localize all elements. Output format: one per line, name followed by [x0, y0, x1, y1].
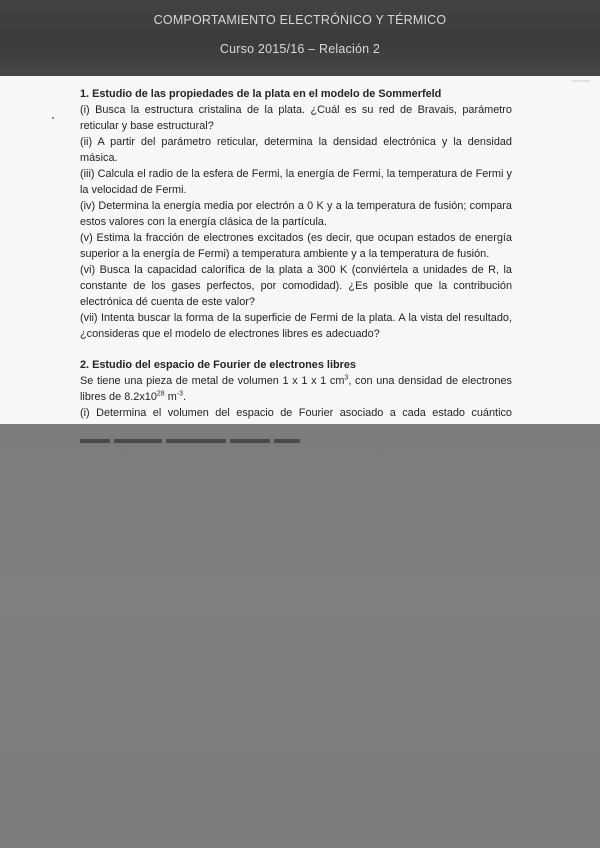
section-2-heading: 2. Estudio del espacio de Fourier de electrones libres — [80, 359, 356, 371]
scan-speck-right — [572, 80, 590, 82]
document-title: COMPORTAMIENTO ELECTRÓNICO Y TÉRMICO — [153, 13, 447, 27]
section-1-heading: 1. Estudio de las propiedades de la plata en el modelo de Sommerfeld — [80, 88, 442, 100]
section-1-item-iv: (iv) Determina la energía media por electrón a 0 K y a la temperatura de fusión; compara estos valores con la energía clásica de la partícula. — [80, 200, 512, 228]
intro-text-a: Se tiene una pieza de metal de volumen 1 x 1 x 1 cm — [80, 375, 345, 387]
section-2-intro — [80, 373, 512, 405]
intro-text-c: m — [164, 391, 177, 403]
intro-sup-a: 3 — [344, 374, 349, 382]
obscured-lower-region — [0, 424, 600, 848]
header-band — [0, 0, 600, 76]
intro-text-b: , con una densidad de electrones libres de 8.2x10 — [80, 375, 512, 403]
section-1-item-iii: (iii) Calcula el radio de la esfera de Fermi, la energía de Fermi, la temperatura de Fermi y la velocidad de Fermi. — [80, 168, 512, 196]
section-1-item-i: (i) Busca la estructura cristalina de la plata. ¿Cuál es su red de Bravais, parámetro reticular y base estructural? — [80, 104, 512, 132]
intro-text-d: . — [183, 391, 187, 403]
section-1-item-vii: (vii) Intenta buscar la forma de la superficie de Fermi de la plata. A la vista del resultado, ¿consideras que el modelo de electrones libres es adecuado? — [80, 312, 512, 340]
intro-sup-c: -3 — [176, 390, 184, 398]
section-2-item-i: (i) Determina el volumen del espacio de Fourier asociado a cada estado cuántico — [80, 407, 512, 419]
section-1-item-vi: (vi) Busca la capacidad calorífica de la plata a 300 K (conviértela a unidades de R, la constante de los gases perfectos, por comodidad). ¿Es posible que la contribución electrónica dé cuenta de este valor? — [80, 264, 512, 308]
document-body — [80, 86, 512, 469]
section-1-item-v: (v) Estima la fracción de electrones excitados (es decir, que ocupan estados de energía superior a la energía de Fermi) a temperatura ambiente y a la temperatura de fusión. — [80, 232, 512, 260]
intro-sup-b: 28 — [156, 390, 165, 398]
truncated-text-line — [80, 439, 512, 445]
scan-speck — [52, 117, 54, 119]
document-subtitle: Curso 2015/16 – Relación 2 — [219, 42, 381, 56]
section-gap — [80, 342, 512, 357]
section-1-item-ii: (ii) A partir del parámetro reticular, determina la densidad electrónica y la densidad másica. — [80, 136, 512, 164]
